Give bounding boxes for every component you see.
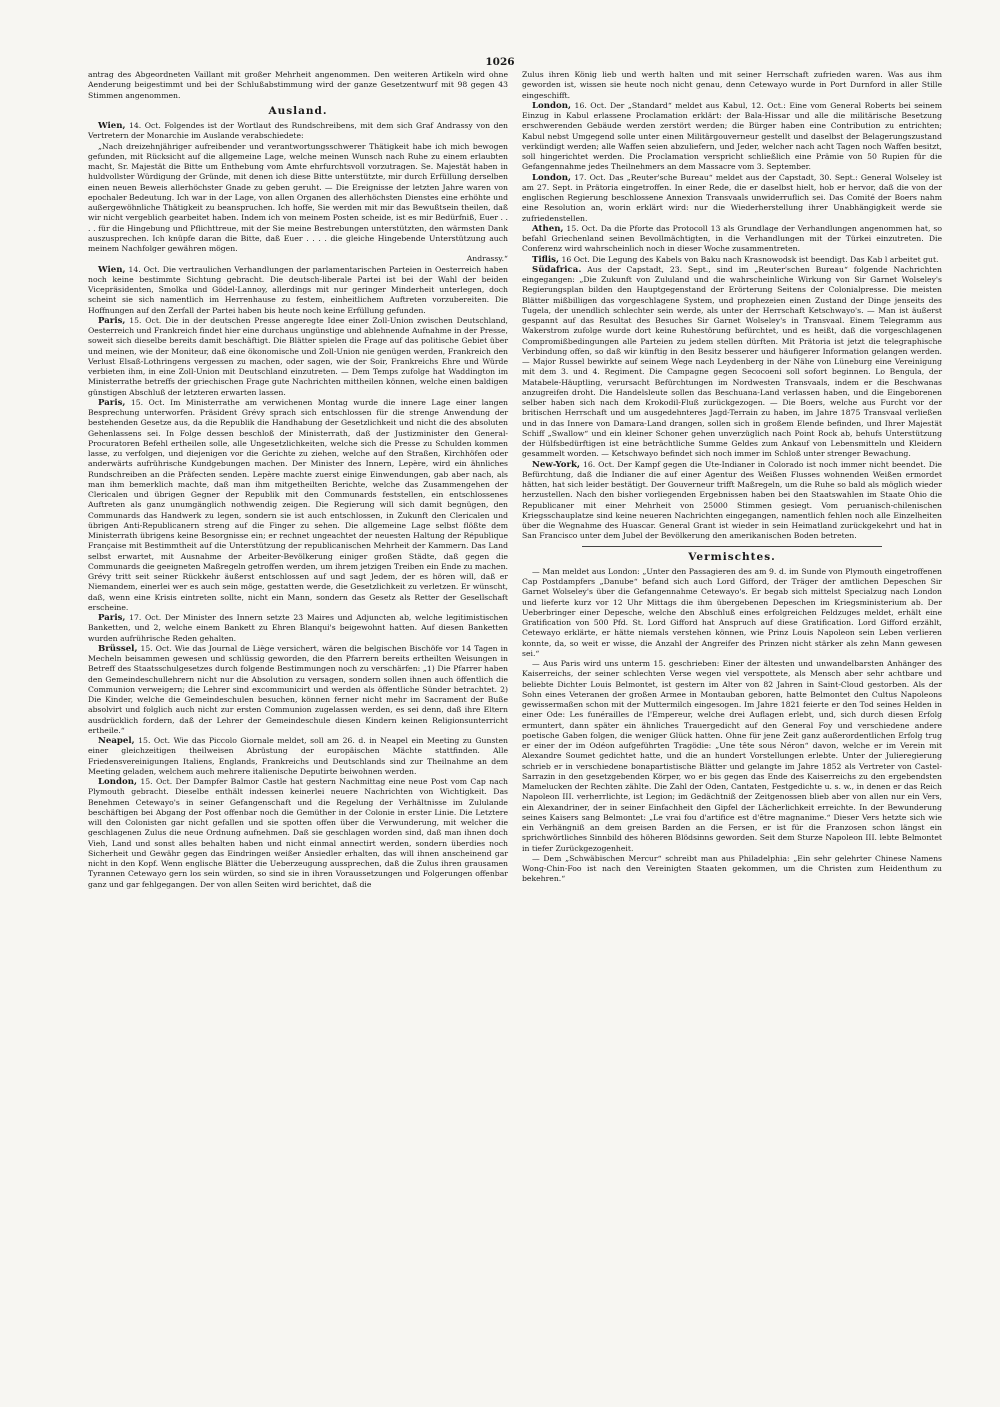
article-paragraph [522,659,942,854]
columns [88,70,942,890]
article-text: 14. Oct. Folgendes ist der Wortlaut des Rundschreibens, mit dem sich Graf Andrassy von den Vertretern der Monarchie im Auslande verabschiedete: [88,121,509,141]
article-paragraph [88,316,508,398]
article-text: 15. Oct. Wie das Piccolo Giornale meldet, soll am 26. d. in Neapel ein Meeting zu Gunsten einer gleichzeitigen theilweisen Abrüstung der europäischen Mächte stattfinden. Alle Friedensvereinigungen Italiens, Englands, Frankreichs und Deutschlands sind zur Theilnahme an dem Meeting geladen, welchem auch mehrere italienische Deputirte beiwohnen werden. [88,736,508,776]
article-text: 16 Oct. Die Legung des Kabels von Baku nach Krasnowodsk ist beendigt. Das Kab l arbeitet gut. [561,254,939,264]
article-dateline: Wien, [98,121,126,131]
article-dateline: Paris, [98,315,126,326]
right-intro: Zulus ihren König lieb und werth halten und mit seiner Herrschaft zufrieden waren. Was aus ihm geworden ist, wissen sie heute noch nicht genau, denn Cetewayo wurde in Port Durnford in aller Stille eingeschifft. [522,70,942,100]
article-paragraph [522,854,942,885]
article-dateline: Südafrica. [532,264,582,275]
article-dateline: Neapel, [98,736,135,746]
left-intro: antrag des Abgeordneten Vaillant mit großer Mehrheit angenommen. Den weiteren Artikeln wird ohne Aenderung beigestimmt und bei der Schlußabstimmung wird der ganze Gesetzentwurf mit 98 gegen 43 Stimmen angenommen. [88,70,508,100]
article-text: Andrassy.“ [466,254,508,264]
page-number: 1026 [485,56,515,68]
section-divider [582,546,882,547]
article-text: 14. Oct. Die vertraulichen Verhandlungen der parlamentarischen Parteien in Oesterreich haben noch keine bestimmte Sichtung gebracht. Die deutsch-liberale Partei ist bei der Wahl der beiden Vicepräsidenten, Smolka und Gödel-Lannoy, allerdings mit nur geringer Minderheit unterlegen, doch scheint sie sich namentlich im Herrenhause zu festem, einheitlichem Auftreten vorzubereiten. Die Hoffnungen auf den Zerfall der Partei haben bis heute noch keine Erfüllung gefunden. [88,264,508,315]
article-paragraph [522,173,942,224]
article-dateline: Brüssel, [98,643,138,654]
article-text: 16. Oct. Der Kampf gegen die Ute-Indianer in Colorado ist noch immer nicht beendet. Die Befürchtung, daß die Indianer die auf einer Agentur des Weißen Flusses wohnenden Weißen ermordet hätten, hat sich leider bestätigt. Der Gouverneur trifft Maßregeln, um die Ruhe so bald als möglich wieder herzustellen. Nach den bisher vorliegenden Ergebnissen haben bei den Staatswahlen im Staate Ohio die Republicaner mit einer Mehrheit von 25000 Stimmen gesiegt. Vom peruanisch-chilenischen Kriegsschauplatze sind keine neueren Nachrichten eingegangen, namentlich fehlen noch alle Einzelheiten über die Wegnahme des Huascar. General Grant ist wieder in sein Heimatland zurückgekehrt und hat in San Francisco unter dem Jubel der Bevölkerung den amerikanischen Boden betreten. [522,459,942,541]
article-text: 15. Oct. Da die Pforte das Protocoll 13 als Grundlage der Verhandlungen angenommen hat, so befahl Griechenland seinen Bevollmächtigten, in die Verhandlungen mit der Türkei einzutreten. Die Conferenz wird wahrscheinlich noch in dieser Woche zusammentreten. [522,223,942,254]
article-paragraph [88,777,508,890]
article-text: 15. Oct. Die in der deutschen Presse angeregte Idee einer Zoll-Union zwischen Deutschland, Oesterreich und Frankreich findet hier eine durchaus ungünstige und ablehnende Aufnahme in der Presse, soweit sich dieselbe bereits damit beschäftigt. Die Blätter spielen die Frage auf das politische Gebiet über und meinen, wie der Moniteur, daß eine ökonomische und Zoll-Union nie genügen werden, Frankreich den Verlust Elsaß-Lothringens vergessen zu machen, oder sagen, wie der Soir, Frankreichs Ehre und Würde verbieten ihm, in eine Zoll-Union mit Deutschland einzutreten. — Dem Temps zufolge hat Waddington im Ministerrathe betreffs der griechischen Frage gute Nachrichten mittheilen können, welche einen baldigen günstigen Abschluß der letzteren erwarten lassen. [88,315,508,397]
article-paragraph [88,736,508,777]
article-dateline: London, [98,777,138,787]
left-articles [88,121,508,890]
article-text: 17. Oct. Der Minister des Innern setzte 23 Maires und Adjuncten ab, welche legitimistischen Banketten, und 2, welche einem Bankett zu Ehren Blanqui's beigewohnt hatten. Auf diesen Banketten wurden aufrührische Reden gehalten. [88,613,508,643]
article-text: — Dem „Schwäbischen Mercur“ schreibt man aus Philadelphia: „Ein sehr gelehrter Chinese Namens Wong-Chin-Foo ist nach den Vereinigten Staaten gekommen, um die Christen zum Heidenthum zu bekehren.“ [522,853,942,884]
right-articles [522,101,942,542]
article-paragraph [88,613,508,644]
article-dateline: London, [532,100,572,111]
left-column [88,70,508,890]
article-dateline: Paris, [98,397,126,408]
article-text: „Nach dreizehnjähriger aufreibender und verantwortungsschwerer Thätigkeit habe ich mich bewogen gefunden, mit Rücksicht auf die allgemeine Lage, welche meinen Wunsch nach Ruhe zu einem erlaubten macht, Sr. Majestät die Bitte um Enthebung vom Amte ehrfurchtsvoll vorzutragen. Se. Majestät haben in huldvollster Würdigung der Gründe, mit denen ich diese Bitte unterstützte, mir durch Erfüllung derselben einen neuen Beweis allerhöchster Gnade zu geben geruht. — Die Ereignisse der letzten Jahre waren von epochaler Bedeutung. Ich war in der Lage, von allen Organen des allerhöchsten Dienstes eine erhöhte und außergewöhnliche Thätigkeit zu beanspruchen. Ich hoffe, Sie werden mit mir das Bewußtsein theilen, daß wir nicht vergeblich gearbeitet haben. Indem ich von meinem Posten scheide, ist es mir Bedürfniß, Euer . . . . für die Hingebung und Pflichttreue, mit der Sie meine Bestrebungen unterstützten, den wärmsten Dank auszusprechen. Ich knüpfe daran die Bitte, daß Euer . . . . die gleiche Hingebende Unterstützung auch meinem Nachfolger gewähren mögen. [88,141,508,253]
article-text: — Aus Paris wird uns unterm 15. geschrieben: Einer der ältesten und unwandelbarsten Anhänger des Kaiserreichs, der seiner schlechten Verse wegen viel verspottete, als Mensch aber sehr achtbare und beliebte Dichter Louis Belmontet, ist gestern im Alter von 82 Jahren in Saint-Cloud gestorben. Als der Sohn eines Veteranen der großen Armee in Montauban geboren, hatte Belmontet den Cultus Napoleons gewissermaßen schon mit der Muttermilch eingesogen. Im Jahre 1821 feierte er den Tod seines Helden in einer Ode: Les funérailles de l'Empereur, welche drei Auflagen erlebt, und, sich durch diesen Erfolg ermuntert, dann später ein ähnliches Trauergedicht auf den General Foy und verschiedene andere poetische Gaben folgen, die weniger Glück hatten. Ohne für jene Zeit ganz außerordentlichen Erfolg trug er einer der im Odéon aufgeführten Tragödie: „Une tête sous Néron“ davon, welche er im Verein mit Alexandre Soumet gedichtet hatte, und die an hundert Vorstellungen erlebte. Unter der Julieregierung schrieb er in verschiedene bonapartistische Blätter und gelangte im Jahre 1852 als Vertreter von Castel-Sarrazin in den gesetzgebenden Körper, wo er bis gegen das Ende des Kaiserreichs zu den ergebendsten Mamelucken der Rechten zählte. Die Zahl der Oden, Cantaten, Festgedichte u. s. w., in denen er das Reich Napoleon III. verherrlichte, ist Legion; im Gedächtniß der Zeitgenossen blieb aber von allen nur ein Vers, ein Alexandriner, der in seiner Einfachheit den Gipfel der Lächerlichkeit erreichte. In der Bewunderung seines Kaisers sang Belmontet: „Le vrai fou d'artifice est d'être magnanime.“ Dieser Vers hetzte sich wie ein Verhängniß an dem greisen Barden an die Fersen, er ist für die Franzosen schon längst ein sprichwörtliches Sinnbild des höheren Blödsinns geworden. Seit dem Sturze Napoleon III. lebte Belmontet in tiefer Zurückgezogenheit. [522,659,942,853]
article-text: 15. Oct. Wie das Journal de Liège versichert, wären die belgischen Bischöfe vor 14 Tagen in Mecheln beisammen gewesen und schlüssig geworden, die den Pfarrern bereits ertheilten Weisungen in Betreff des Staatsschulgesetzes durch folgende Bestimmungen noch zu verschärfen: „1) Die Pfarrer haben den Gemeindeschullehrern nicht nur die Absolution zu versagen, sondern sollen ihnen auch öffentlich die Communion verweigern; die Lehrer sind excommunicirt und werden als öffentliche Sünder betrachtet. 2) Die Kinder, welche die Gemeindeschulen besuchen, können ferner nicht mehr im Sacrament der Buße absolvirt und folglich auch nicht zur ersten Communion zugelassen werden, es sei denn, daß ihre Eltern ausdrücklich fordern, daß der Lehrer der Gemeindeschule diesen Kindern keinen Religionsunterricht ertheile.“ [88,643,508,735]
article-text: 17. Oct. Das „Reuter'sche Bureau“ meldet aus der Capstadt, 30. Sept.: General Wolseley ist am 27. Sept. in Prätoria eingetroffen. In einer Rede, die er daselbst hielt, hob er hervor, daß die von der englischen Regierung beschlossene Annexion Transvaals unwiderruflich sei. Das Comité der Boers nahm eine Resolution an, worin erklärt wird: nur die Wiederherstellung ihrer Unabhängigkeit werde sie zufriedenstellen. [522,172,942,223]
article-paragraph [522,101,942,173]
article-paragraph [522,567,942,659]
article-dateline: London, [532,172,572,183]
article-paragraph [88,254,508,264]
article-paragraph [88,398,508,613]
article-paragraph [522,224,942,255]
article-paragraph [88,265,508,316]
article-text: Aus der Capstadt, 23. Sept., sind im „Reuter'schen Bureau“ folgende Nachrichten eingegangen: „Die Zukunft von Zululand und die wahrscheinliche Wirkung von Sir Garnet Wolseley's Regierungsplan bilden den Hauptgegenstand der Erörterung Seitens der Colonialpresse. Die meisten Blätter mißbilligen das vorgeschlagene System, und prophezeien einen Zustand der Dinge jenseits des Tugela, der unendlich schlechter sein werde, als unter der Herrschaft Ketschwayo's. — Man ist äußerst gespannt auf das Resultat des Besuches Sir Garnet Wolseley's in Transvaal. Einem Telegramm aus Wakerstrom zufolge wurde dort keine Ruhestörung befürchtet, und es heißt, daß die vorgeschlagenen Compromißbedingungen alle Parteien zu jedem stellen dürften. Mit Prätoria ist jetzt die telegraphische Verbindung offen, so daß wir künftig in den Besitz besserer und häufigerer Information gelangen werden. — Major Russel bewirkte auf seinem Wege nach Leydenberg in der Nähe von Lüneburg eine Vereinigung mit dem 3. und 4. Regiment. Die Campagne gegen Secocoeni soll sofort beginnen. Lo Bengula, der Matabele-Häuptling, verursacht Befürchtungen im Nordwesten Transvaals, indem er die Beschwanas anzugreifen droht. Die Handelsleute sollen das Beschuana-Land verlassen haben, und die Eingeborenen selber haben sich nach dem Krokodil-Fluß zurückgezogen. — Die Boers, welche aus Furcht vor der britischen Herrschaft und um ausgedehnteres Jagd-Terrain zu haben, im Jahre 1875 Transvaal verließen und in das Innere von Damara-Land drangen, sollen sich in großem Elende befinden, und Ihrer Majestät Schiff „Swallow“ und ein kleiner Schoner gehen unverzüglich nach Point Rock ab, behufs Unterstützung der Hülfsbedürftigen ist eine beträchtliche Summe Geldes zum Ankauf von Lebensmitteln und Kleidern gesammelt worden. — Ketschwayo befindet sich noch immer im Schloß unter strenger Bewachung. [522,264,942,459]
misc-articles [522,567,942,885]
article-paragraph [88,644,508,736]
article-paragraph [88,121,508,142]
section-title-ausland: Ausland. [268,104,328,117]
section-title-vermischtes: Vermischtes. [688,550,776,563]
article-dateline: Tiflis, [532,254,560,265]
article-dateline: Wien, [98,264,126,275]
article-paragraph [522,255,942,265]
article-text: 15. Oct. Im Ministerrathe am verwichenen Montag wurde die innere Lage einer langen Besprechung unterworfen. Präsident Grévy sprach sich entschlossen für die strenge Anwendung der bestehenden Gesetze aus, da die Republik die Handhabung der Gesetzlichkeit und nicht die des absoluten Gehenlassens sei. In Folge dessen beschloß der Ministerrath, daß der Justizminister den General-Procuratoren Befehl ertheilen solle, alle Ungesetzlichkeiten, welche sich die Presse zu Schulden kommen lasse, zu verfolgen, und diejenigen vor die Gerichte zu ziehen, welche auf den Straßen, Kirchhöfen oder anderwärts aufrührische Kundgebungen machen. Der Minister des Innern, Lepère, wird ein ähnliches Rundschreiben an die Präfecten senden. Lepère machte zuerst einige Einwendungen, gab aber nach, als man ihm bemerklich machte, daß man ihm mitgetheilten Berichte, welche das Zusammengehen der Clericalen und übrigen Gegner der Republik mit den Communards feststellen, ein entschlossenes Auftreten als ganz unumgänglich nothwendig zeigen. Die Regierung will sich damit begnügen, den Communards das Handwerk zu legen, sondern sie ist auch entschlossen, in Zukunft den Clericalen und übrigen Anti-Republicanern streng auf die Finger zu sehen. Die allgemeine Lage selbst flößte dem Ministerrath übrigens keine Besorgnisse ein; er rechnet ungeachtet der neuesten Haltung der République Française mit Bestimmtheit auf die Unterstützung der republicanischen Mehrheit der Kammern. Das Land selbst erwartet, mit Ausnahme der Arbeiter-Bevölkerung einiger großen Städte, daß gegen die Communards die geeigneten Maßregeln getroffen werden, um ihrem jetzigen Treiben ein Ende zu machen. Grévy tritt seit seiner Rückkehr äußerst entschlossen auf und sagt Jedem, der es hören will, daß er Niemandem, einerlei wer es auch sein möge, gestatten werde, die Gesetzlichkeit zu verletzen. Er wünscht, daß, wenn eine Krisis eintreten sollte, nicht ein Mann, sondern das Gesetz als Retter der Gesellschaft erscheine. [88,397,509,612]
article-paragraph [522,265,942,460]
article-text: — Man meldet aus London: „Unter den Passagieren des am 9. d. im Sunde von Plymouth eingetroffenen Cap Postdampfers „Danube“ befand sich auch Lord Gifford, der Träger der amtlichen Depeschen Sir Garnet Wolseley's über die Gefangennahme Cetewayo's. Er begab sich mittelst Specialzug nach London und lieferte kurz vor 12 Uhr Mittags die ihm übergebenen Depeschen im Kriegsministerium ab. Der Ueberbringer einer Depesche, welche den Abschluß eines erfolgreichen Feldzuges meldet, erhält eine Gratification von 500 Pfd. St. Lord Gifford hat Anspruch auf diese Gratification. Lord Gifford erzählt, Cetewayo erklärte, er hätte niemals verstehen können, wie Prinz Louis Napoleon sein Leben verlieren konnte, da, so weit er wisse, die Anzahl der Angreifer des Prinzen nicht stärker als zehn Mann gewesen sei.“ [522,566,942,658]
article-dateline: Paris, [98,613,126,623]
article-paragraph [522,460,942,542]
article-dateline: New-York, [532,459,580,470]
article-paragraph [88,142,508,255]
right-column [522,70,942,890]
article-text: 16. Oct. Der „Standard“ meldet aus Kabul, 12. Oct.: Eine vom General Roberts bei seinem Einzug in Kabul erlassene Proclamation erklärt: der Bala-Hissar und alle die militärische Besetzung erschwerenden Gebäude werden zerstört werden; die Bürger haben eine Contribution zu entrichten; Kabul nebst Umgegend solle unter einen Militärgouverneur gestellt und daselbst der Belagerungszustand verkündigt werden; alle Waffen seien abzuliefern, und Jeder, welcher nach acht Tagen noch Waffen besitzt, soll hingerichtet werden. Die Proclamation verspricht schließlich eine Prämie von 50 Rupien für die Gefangennahme jedes Theilnehmers an dem Massacre vom 3. September. [522,100,942,172]
article-text: 15. Oct. Der Dampfer Balmor Castle hat gestern Nachmittag eine neue Post vom Cap nach Plymouth gebracht. Dieselbe enthält indessen keinerlei neuere Nachrichten von Wichtigkeit. Das Benehmen Cetewayo's in seiner Gefangenschaft und die Regelung der Verhältnisse im Zululande beschäftigen bei Abgang der Post offenbar noch die Gemüther in der Colonie in erster Linie. Die Letztere will den Colonisten gar nicht gefallen und sie spotten offen über die Verwunderung, mit welcher die geschlagenen Zulus die neue Ordnung aufnehmen. Daß sie geschlagen worden sind, daß man ihnen doch Vieh, Land und sonst alles behalten haben und nicht einmal annectirt werden, sondern überdies noch Sicherheit und Gewähr gegen das Eindringen weißer Ansiedler erhalten, das will ihnen anscheinend gar nicht in den Kopf. Wenn englische Blätter die Ueberzeugung aussprechen, daß die Zulus ihren grausamen Tyrannen Cetewayo gern los sein würden, so sind sie in ihren Voraussetzungen und Folgerungen offenbar ganz und gar fehlgegangen. Der von allen Seiten wird berichtet, daß die [88,777,508,889]
article-dateline: Athen, [532,223,564,234]
